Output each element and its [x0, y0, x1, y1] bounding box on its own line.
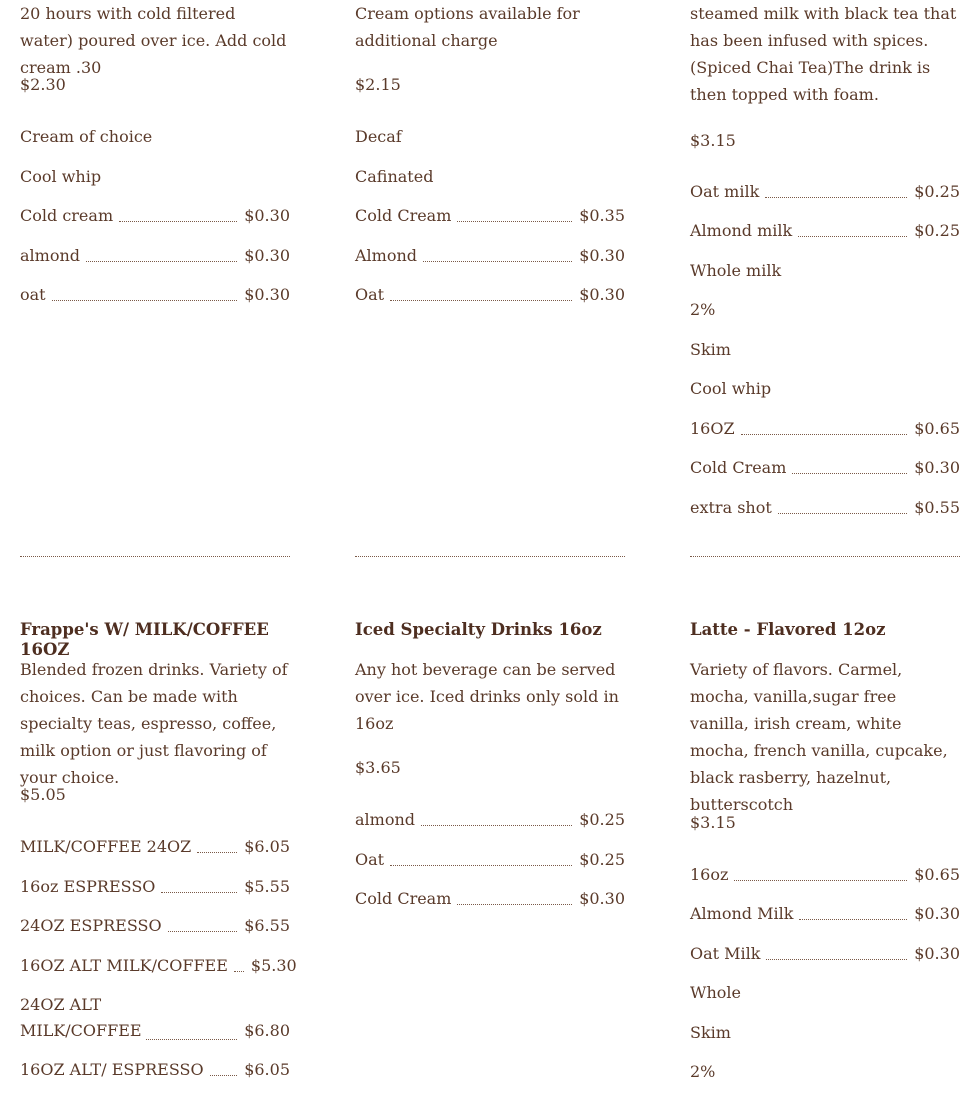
option-oat[interactable]: Oat $0.30 [355, 285, 625, 304]
option-cold-cream[interactable]: Cold Cream $0.30 [690, 458, 960, 477]
menu-item-iced-specialty [355, 620, 625, 920]
option-extra-shot[interactable]: extra shot $0.55 [690, 498, 960, 517]
option-cool-whip[interactable]: Cool whip [690, 379, 772, 398]
option-16oz[interactable]: 16OZ $0.65 [690, 419, 960, 438]
item-price: $2.30 [20, 75, 66, 94]
section-divider [355, 556, 625, 557]
option-skim[interactable]: Skim [690, 340, 731, 359]
option-almond-milk[interactable]: Almond Milk $0.30 [690, 904, 960, 923]
item-price: $3.15 [690, 131, 736, 150]
item-price: $3.65 [355, 758, 401, 777]
option-whole-milk[interactable]: Whole milk [690, 261, 782, 280]
section-divider [20, 556, 290, 557]
option-milk-coffee-24oz[interactable]: MILK/COFFEE 24OZ $6.05 [20, 837, 290, 856]
item-title: Iced Specialty Drinks 16oz [355, 620, 602, 639]
item-price: $3.15 [690, 813, 736, 832]
item-title: Frappe's W/ MILK/COFFEE 16OZ [20, 620, 269, 659]
option-oat-milk[interactable]: Oat milk $0.25 [690, 182, 960, 201]
option-almond-milk[interactable]: Almond milk $0.25 [690, 221, 960, 240]
menu-item-frappe [20, 620, 297, 1106]
option-oat[interactable]: oat $0.30 [20, 285, 290, 304]
option-cold-cream[interactable]: Cold cream $0.30 [20, 206, 290, 225]
option-24oz-alt-milk-coffee[interactable]: 24OZ ALT MILK/COFFEE $6.80 [20, 995, 290, 1040]
option-cold-cream[interactable]: Cold Cream $0.35 [355, 206, 625, 225]
item-description: Variety of flavors. Carmel, mocha, vanilla,sugar free vanilla, irish cream, white mocha, french vanilla, cupcake, black rasberry, hazelnut, butterscotch [690, 660, 948, 814]
menu-item-cold-brew [20, 0, 290, 320]
item-description: Any hot beverage can be served over ice. Iced drinks only sold in 16oz [355, 660, 619, 733]
option-16oz-alt-espresso[interactable]: 16OZ ALT/ ESPRESSO $6.05 [20, 1060, 290, 1079]
menu-item-chai [690, 0, 960, 530]
option-24oz-espresso[interactable]: 24OZ ESPRESSO $6.55 [20, 916, 290, 935]
item-price: $5.05 [20, 785, 66, 804]
option-16oz-espresso[interactable]: 16oz ESPRESSO $5.55 [20, 877, 290, 896]
option-whole[interactable]: Whole [690, 983, 741, 1002]
option-oat-milk[interactable]: Oat Milk $0.30 [690, 944, 960, 963]
option-almond[interactable]: almond $0.25 [355, 810, 625, 829]
section-divider [690, 556, 960, 557]
item-description: 20 hours with cold filtered water) poured over ice. Add cold cream .30 [20, 4, 287, 77]
item-description: steamed milk with black tea that has been infused with spices. (Spiced Chai Tea)The drink is then topped with foam. [690, 4, 957, 104]
item-price: $2.15 [355, 75, 401, 94]
option-cream-of-choice[interactable]: Cream of choice [20, 127, 153, 146]
option-16oz[interactable]: 16oz $0.65 [690, 865, 960, 884]
option-skim[interactable]: Skim [690, 1023, 731, 1042]
option-2-percent[interactable]: 2% [690, 300, 716, 319]
option-decaf[interactable]: Decaf [355, 127, 402, 146]
option-16oz-alt-milk-coffee[interactable]: 16OZ ALT MILK/COFFEE $5.30 [20, 956, 297, 975]
item-description: Cream options available for additional charge [355, 4, 580, 50]
menu-item-latte-flavored [690, 620, 960, 1106]
option-oat[interactable]: Oat $0.25 [355, 850, 625, 869]
option-cool-whip[interactable]: Cool whip [20, 167, 102, 186]
option-almond[interactable]: Almond $0.30 [355, 246, 625, 265]
option-cafinated[interactable]: Cafinated [355, 167, 434, 186]
option-cold-cream[interactable]: Cold Cream $0.30 [355, 889, 625, 908]
item-title: Latte - Flavored 12oz [690, 620, 886, 639]
item-description: Blended frozen drinks. Variety of choices. Can be made with specialty teas, espresso, coffee, milk option or just flavoring of your choice. [20, 660, 288, 787]
option-almond[interactable]: almond $0.30 [20, 246, 290, 265]
menu-item-coffee [355, 0, 625, 320]
option-2-percent[interactable]: 2% [690, 1062, 716, 1081]
